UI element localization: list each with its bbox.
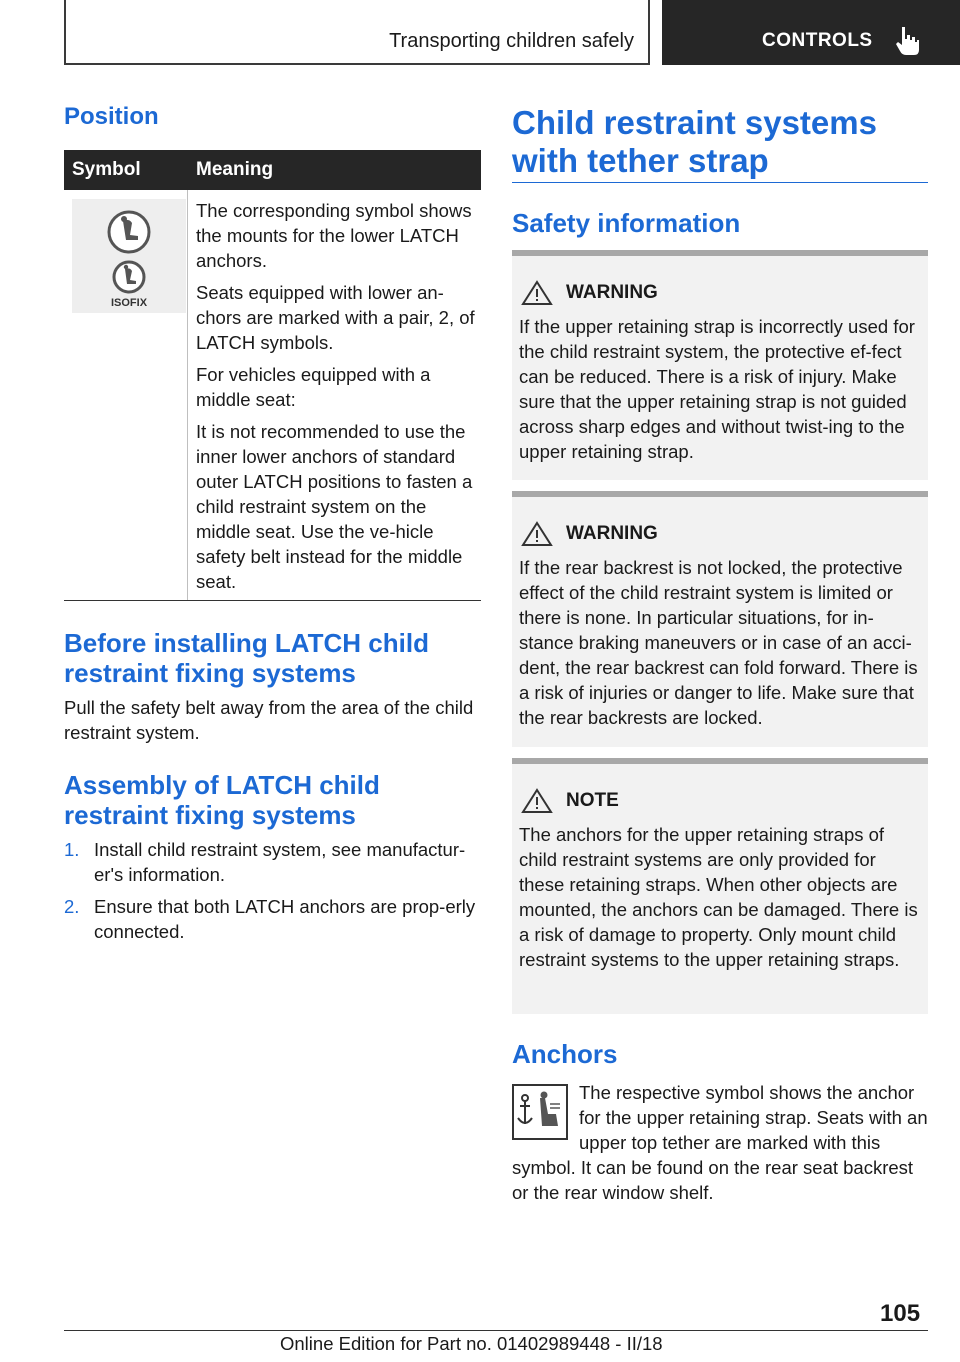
step-text: Ensure that both LATCH anchors are prop-erly connected. (94, 896, 476, 942)
anchors-text (512, 1080, 930, 1205)
footer-edition: Online Edition for Part no. 01402989448 - II/18 (280, 1333, 663, 1354)
meaning-paragraph: For vehicles equipped with a middle seat: (196, 364, 431, 410)
assembly-heading: Assembly of LATCH child restraint fixing systems (64, 770, 380, 830)
title-rule (512, 182, 928, 183)
step-number: 2. (64, 896, 80, 917)
notice-label: WARNING (566, 282, 658, 303)
table-meaning-cell (196, 198, 478, 601)
warning-notice (512, 250, 928, 480)
anchors-heading: Anchors (512, 1039, 618, 1069)
position-heading: Position (64, 103, 159, 130)
isofix-icon (111, 262, 148, 309)
warning-triangle-icon (520, 521, 554, 547)
latch-symbol-image (72, 199, 186, 313)
notice-text: If the upper retaining strap is incorrectly used for the child restraint system, the protective ef-fect can be reduced. There is a risk of injury. Make sure that the upper retaining strap is not guided across sharp edges and without twist-ing to the upper retaining strap. (519, 316, 915, 462)
notice-label: WARNING (566, 523, 658, 544)
warning-triangle-icon (520, 280, 554, 306)
notice-text: The anchors for the upper retaining straps of child restraint systems are only provided for these retaining straps. When other objects are mounted, the anchors can be damaged. There is a risk of damage to property. Only mount child restraint systems to the upper retaining straps. (519, 824, 918, 970)
note-notice (512, 758, 928, 1014)
table-header-meaning: Meaning (196, 159, 274, 180)
before-installing-text: Pull the safety belt away from the area of the child restraint system. (64, 697, 474, 743)
child-seat-icon (109, 212, 149, 252)
page-number: 105 (880, 1300, 921, 1327)
step-number: 1. (64, 839, 80, 860)
page-title: Child restraint systems with tether strap (512, 104, 877, 179)
meaning-paragraph: It is not recommended to use the inner lower anchors of standard outer LATCH positions to fasten a child restraint system on the middle seat. Use the ve-hicle safety belt instead for the middle seat. (196, 421, 473, 592)
header-section-box (64, 0, 650, 65)
anchors-text-content: The respective symbol shows the anchor for the upper retaining strap. Seats with an upper top tether are marked with this symbol. It can be found on the rear seat backrest or the rear window shelf. (512, 1082, 928, 1203)
safety-information-heading: Safety information (512, 208, 741, 238)
meaning-paragraph: Seats equipped with lower an-chors are marked with a pair, 2, of LATCH symbols. (196, 282, 475, 353)
notice-label: NOTE (566, 790, 619, 811)
hand-pointer-icon (890, 24, 924, 58)
svg-text:ISOFIX: ISOFIX (110, 297, 148, 309)
header-section-title: Transporting children safely (389, 30, 634, 52)
warning-triangle-icon (520, 788, 554, 814)
before-installing-heading: Before installing LATCH child restraint fixing systems (64, 628, 429, 688)
header-chapter-box (662, 0, 960, 65)
table-column-divider (187, 190, 188, 600)
notice-text: If the rear backrest is not locked, the protective effect of the child restraint system is limited or there is none. In particular situations, for in-stance braking maneuvers or in case of an acci-dent, the rear backrest can fold forward. There is a risk of injuries or danger to life. Make sure that the rear backrests are locked. (519, 557, 918, 728)
meaning-paragraph: The corresponding symbol shows the mounts for the lower LATCH anchors. (196, 200, 472, 271)
table-bottom-rule (64, 600, 481, 601)
step-text: Install child restraint system, see manufactur-er's information. (94, 839, 466, 885)
footer-rule (64, 1330, 928, 1331)
table-header-symbol: Symbol (72, 159, 141, 180)
warning-notice (512, 491, 928, 747)
table-header (64, 150, 481, 190)
header-chapter-title: CONTROLS (762, 30, 873, 51)
